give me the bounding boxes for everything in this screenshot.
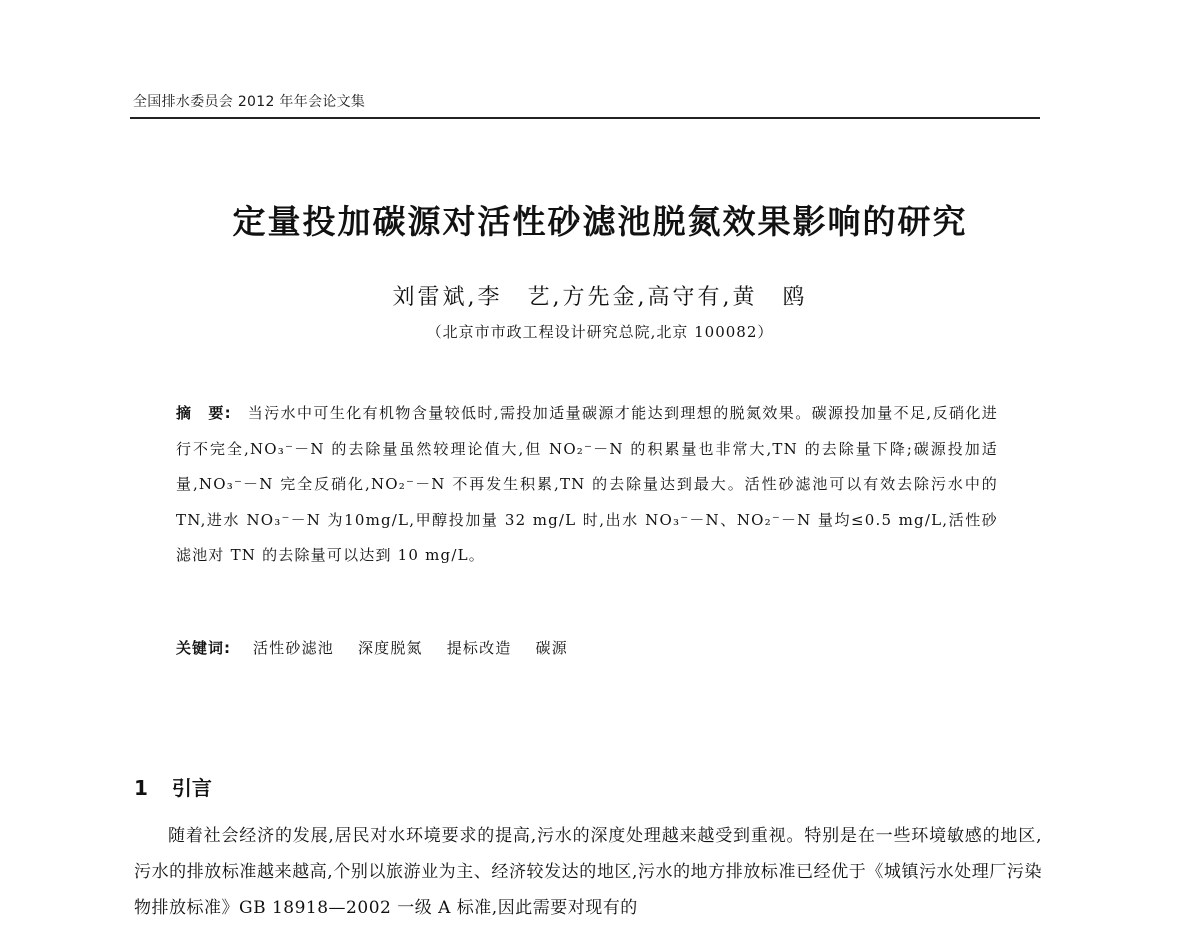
paper-authors: 刘雷斌,李 艺,方先金,高守有,黄 鸥 [392,285,808,310]
keywords-label: 关键词: [176,639,231,657]
keyword-item: 碳源 [535,639,568,657]
header-rule [130,117,1040,119]
paper-affiliation: （北京市市政工程设计研究总院,北京 100082） [426,323,774,341]
body-paragraph: 随着社会经济的发展,居民对水环境要求的提高,污水的深度处理越来越受到重视。特别是在一些环境敏感的地区,污水的排放标准越来越高,个别以旅游业为主、经济较发达的地区,污水的地方排放标准已经优于《城镇污水处理厂污染物排放标准》GB 18918—2002 一级 A 标准,因此需要对现有的 [134,826,1042,918]
keyword-item: 提标改造 [446,639,512,657]
section-number: 1 [134,776,148,800]
abstract [176,396,998,574]
paper-title: 定量投加碳源对活性砂滤池脱氮效果影响的研究 [232,202,968,241]
running-header: 全国排水委员会 2012 年年会论文集 [133,94,366,110]
section-title: 引言 [171,776,212,800]
keywords [176,633,998,663]
keyword-item: 深度脱氮 [357,639,423,657]
keyword-item: 活性砂滤池 [252,639,334,657]
abstract-text: 当污水中可生化有机物含量较低时,需投加适量碳源才能达到理想的脱氮效果。碳源投加量不足,反硝化进行不完全,NO₃⁻－N 的去除量虽然较理论值大,但 NO₂⁻－N 的积累量也非常大,TN 的去除量下降;碳源投加适量,NO₃⁻－N 完全反硝化,NO₂⁻－N 不再发生积累,TN 的去除量达到最大。活性砂滤池可以有效去除污水中的 TN,进水 NO₃⁻－N 为10mg/L,甲醇投加量 32 mg/L 时,出水 NO₃⁻－N、NO₂⁻－N 量均≤0.5 mg/L,活性砂滤池对 TN 的去除量可以达到 10 mg/L。 [176,404,998,564]
section-heading [134,772,212,801]
abstract-label: 摘 要: [176,404,232,422]
